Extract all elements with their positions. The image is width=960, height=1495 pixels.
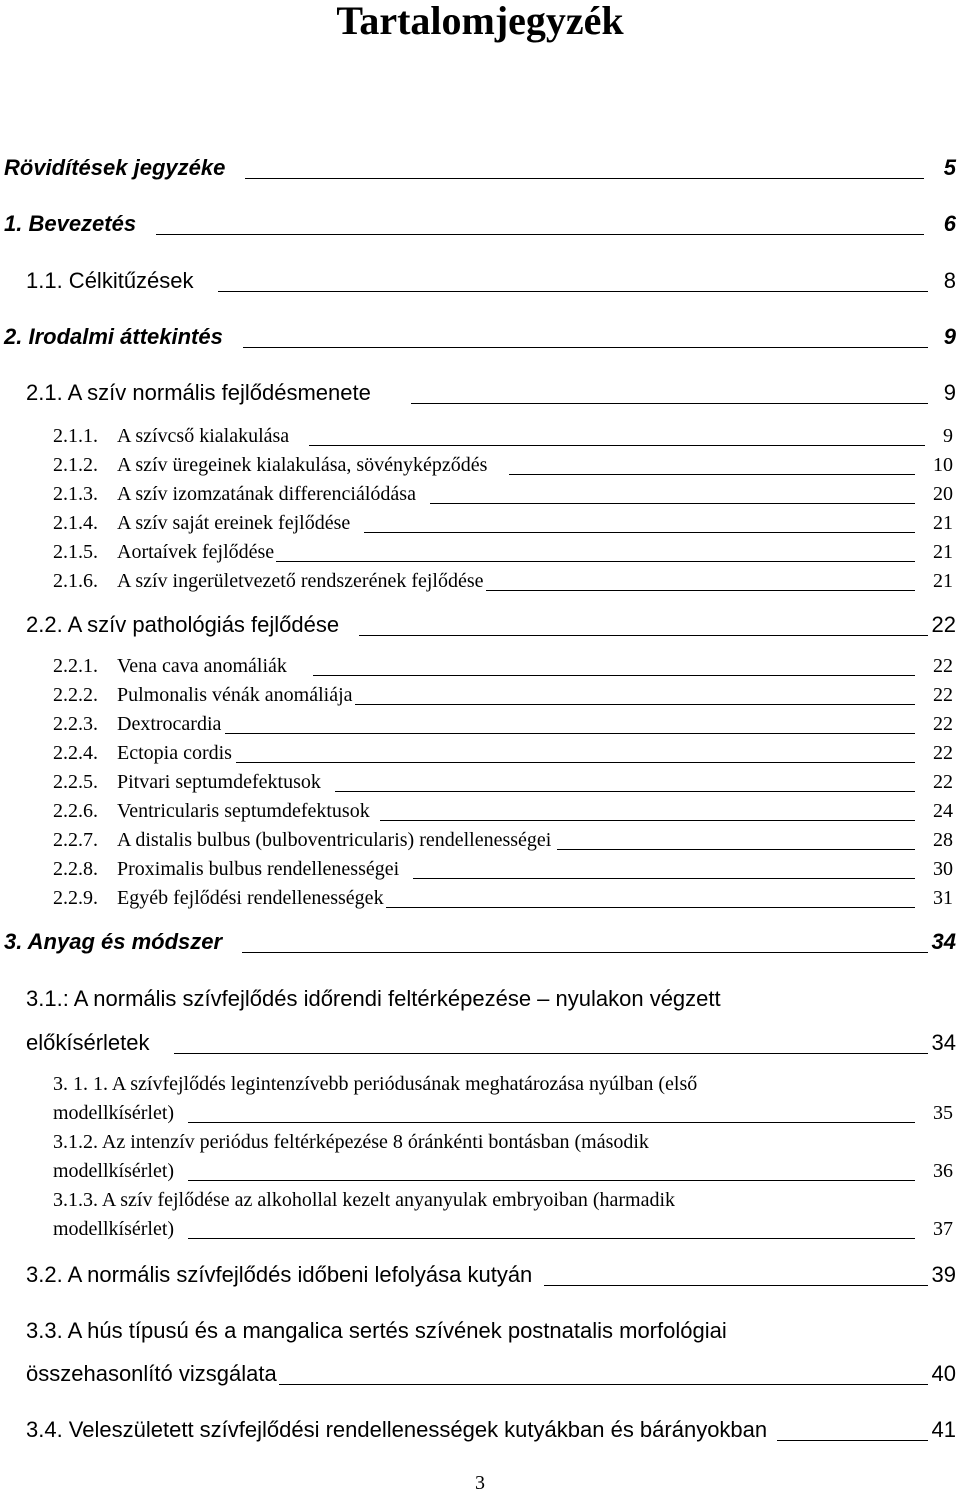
toc-entry-label: Dextrocardia bbox=[117, 713, 222, 735]
toc-entry[interactable] bbox=[53, 742, 953, 765]
toc-entry-page: 24 bbox=[933, 800, 953, 822]
toc-entry-label: A distalis bulbus (bulboventricularis) rendellenességei bbox=[117, 829, 552, 851]
toc-entry-number: 2.2.6. bbox=[53, 800, 98, 822]
toc-entry-literature-review[interactable] bbox=[4, 324, 956, 350]
toc-leader-line bbox=[364, 532, 915, 533]
toc-entry-page: 31 bbox=[933, 887, 953, 909]
toc-entry[interactable] bbox=[53, 887, 953, 910]
toc-leader-line bbox=[486, 590, 915, 591]
toc-entry-label: Ectopia cordis bbox=[117, 742, 232, 764]
toc-entry-label: Pulmonalis vénák anomáliája bbox=[117, 684, 353, 706]
toc-entry-page: 10 bbox=[933, 454, 953, 476]
toc-leader-line bbox=[225, 733, 915, 734]
toc-entry-number: 2.2.2. bbox=[53, 684, 98, 706]
toc-entry-page: 8 bbox=[943, 268, 956, 293]
toc-entry-preliminary-experiments[interactable] bbox=[26, 1030, 956, 1056]
toc-entry-page: 21 bbox=[933, 541, 953, 563]
toc-leader-line bbox=[557, 849, 915, 850]
toc-entry-number: 2.2.8. bbox=[53, 858, 98, 880]
toc-leader-line bbox=[413, 878, 915, 879]
toc-entry[interactable] bbox=[53, 829, 953, 852]
toc-entry-number: 2.1.2. bbox=[53, 454, 98, 476]
toc-entry-page: 35 bbox=[933, 1102, 953, 1124]
toc-leader-line bbox=[355, 704, 916, 705]
toc-entry-label: 3.4. Veleszületett szívfejlődési rendellenességek kutyákban és bárányokban bbox=[26, 1417, 768, 1442]
toc-entry-page: 34 bbox=[931, 1030, 956, 1055]
toc-entry-objectives[interactable] bbox=[26, 268, 956, 294]
toc-entry-page: 22 bbox=[933, 771, 953, 793]
toc-entry-number: 2.2.9. bbox=[53, 887, 98, 909]
toc-entry[interactable] bbox=[53, 800, 953, 823]
toc-entry-label: Proximalis bulbus rendellenességei bbox=[117, 858, 400, 880]
toc-entry-label: A szívcső kialakulása bbox=[117, 425, 290, 447]
toc-entry-label: modellkísérlet) bbox=[53, 1102, 175, 1124]
toc-entry-dog-development[interactable] bbox=[26, 1262, 956, 1288]
toc-entry-label: 2.1. A szív normális fejlődésmenete bbox=[26, 380, 371, 405]
toc-entry[interactable] bbox=[53, 858, 953, 881]
toc-entry-page: 22 bbox=[931, 612, 956, 637]
toc-leader-line bbox=[777, 1440, 927, 1441]
toc-entry-label: Ventricularis septumdefektusok bbox=[117, 800, 370, 822]
toc-entry-page: 9 bbox=[943, 380, 956, 405]
page-title: Tartalomjegyzék bbox=[336, 0, 624, 43]
toc-entry-page: 21 bbox=[933, 570, 953, 592]
toc-entry-line: 3.1.3. A szív fejlődése az alkohollal kezelt anyanyulak embryoiban (harmadik bbox=[53, 1189, 676, 1211]
toc-entry-page: 37 bbox=[933, 1218, 953, 1240]
toc-entry-label: előkísérletek bbox=[26, 1030, 150, 1055]
toc-leader-line bbox=[279, 1384, 928, 1385]
toc-entry-pathological-development[interactable] bbox=[26, 612, 956, 638]
toc-entry-label: A szív saját ereinek fejlődése bbox=[117, 512, 351, 534]
toc-entry-page: 5 bbox=[943, 155, 956, 180]
toc-entry-page: 41 bbox=[931, 1417, 956, 1442]
toc-entry[interactable] bbox=[53, 454, 953, 477]
toc-leader-line bbox=[276, 561, 915, 562]
toc-leader-line bbox=[236, 762, 915, 763]
toc-entry[interactable] bbox=[53, 541, 953, 564]
toc-leader-line bbox=[243, 347, 928, 348]
toc-entry-page: 9 bbox=[943, 324, 956, 349]
toc-leader-line bbox=[380, 820, 915, 821]
toc-entry-number: 2.1.4. bbox=[53, 512, 98, 534]
toc-entry[interactable] bbox=[53, 512, 953, 535]
toc-entry-page: 22 bbox=[933, 684, 953, 706]
toc-leader-line bbox=[188, 1122, 915, 1123]
toc-entry-number: 2.1.1. bbox=[53, 425, 98, 447]
toc-leader-line bbox=[156, 234, 924, 235]
toc-entry-label: 1. Bevezetés bbox=[4, 211, 137, 236]
toc-leader-line bbox=[218, 291, 928, 292]
toc-entry-page: 9 bbox=[943, 425, 953, 447]
toc-entry-line: 3.1.: A normális szívfejlődés időrendi feltérképezése – nyulakon végzett bbox=[26, 986, 721, 1011]
toc-entry-label: Egyéb fejlődési rendellenességek bbox=[117, 887, 384, 909]
toc-entry-page: 22 bbox=[933, 713, 953, 735]
toc-entry[interactable] bbox=[53, 713, 953, 736]
toc-entry-page: 28 bbox=[933, 829, 953, 851]
toc-entry-line: 3. 1. 1. A szívfejlődés legintenzívebb periódusának meghatározása nyúlban (első bbox=[53, 1073, 698, 1095]
toc-entry-number: 2.2.3. bbox=[53, 713, 98, 735]
toc-entry-introduction[interactable] bbox=[4, 211, 956, 237]
toc-entry-label: 3.2. A normális szívfejlődés időbeni lefolyása kutyán bbox=[26, 1262, 533, 1287]
toc-leader-line bbox=[309, 445, 925, 446]
toc-entry[interactable] bbox=[53, 771, 953, 794]
toc-entry-page: 30 bbox=[933, 858, 953, 880]
toc-entry[interactable] bbox=[53, 483, 953, 506]
toc-entry-page: 22 bbox=[933, 655, 953, 677]
toc-entry-label: Pitvari septumdefektusok bbox=[117, 771, 321, 793]
toc-entry-page: 6 bbox=[943, 211, 956, 236]
toc-leader-line bbox=[544, 1285, 927, 1286]
toc-entry-page: 39 bbox=[931, 1262, 956, 1287]
toc-entry-label: modellkísérlet) bbox=[53, 1160, 175, 1182]
toc-entry-congenital-malformations[interactable] bbox=[26, 1417, 956, 1443]
toc-entry-label: modellkísérlet) bbox=[53, 1218, 175, 1240]
toc-entry-number: 2.1.3. bbox=[53, 483, 98, 505]
toc-entry-page: 22 bbox=[933, 742, 953, 764]
toc-entry-page: 21 bbox=[933, 512, 953, 534]
toc-entry-page: 20 bbox=[933, 483, 953, 505]
page-number: 3 bbox=[475, 1472, 485, 1494]
toc-entry-label: Aortaívek fejlődése bbox=[117, 541, 275, 563]
toc-entry-label: 2.2. A szív pathológiás fejlődése bbox=[26, 612, 340, 637]
toc-leader-line bbox=[245, 178, 923, 179]
toc-entry-label: Vena cava anomáliák bbox=[117, 655, 287, 677]
toc-leader-line bbox=[359, 635, 927, 636]
toc-entry[interactable] bbox=[53, 1218, 953, 1241]
toc-leader-line bbox=[174, 1053, 928, 1054]
toc-entry[interactable] bbox=[53, 1102, 953, 1125]
toc-entry[interactable] bbox=[53, 655, 953, 678]
toc-entry-number: 2.2.7. bbox=[53, 829, 98, 851]
toc-entry-number: 2.1.6. bbox=[53, 570, 98, 592]
toc-leader-line bbox=[188, 1238, 915, 1239]
toc-entry-normal-development[interactable] bbox=[26, 380, 956, 406]
toc-entry-label: A szív izomzatának differenciálódása bbox=[117, 483, 416, 505]
toc-entry-line: 3.3. A hús típusú és a mangalica sertés szívének postnatalis morfológiai bbox=[26, 1318, 727, 1343]
toc-entry-materials-methods[interactable] bbox=[4, 929, 956, 955]
toc-entry-number: 2.2.1. bbox=[53, 655, 98, 677]
toc-leader-line bbox=[430, 503, 915, 504]
toc-leader-line bbox=[411, 403, 928, 404]
toc-leader-line bbox=[335, 791, 915, 792]
toc-entry-page: 40 bbox=[931, 1361, 956, 1386]
toc-entry[interactable] bbox=[53, 684, 953, 707]
toc-entry-label: 3. Anyag és módszer bbox=[4, 929, 223, 954]
toc-entry-label: A szív ingerületvezető rendszerének fejlődése bbox=[117, 570, 484, 592]
toc-leader-line bbox=[188, 1180, 915, 1181]
toc-entry[interactable] bbox=[53, 1160, 953, 1183]
toc-entry-number: 2.2.4. bbox=[53, 742, 98, 764]
toc-leader-line bbox=[313, 675, 915, 676]
toc-entry-label: Rövidítések jegyzéke bbox=[4, 155, 226, 180]
toc-entry-number: 2.2.5. bbox=[53, 771, 98, 793]
toc-leader-line bbox=[386, 907, 915, 908]
toc-entry-label: 1.1. Célkitűzések bbox=[26, 268, 194, 293]
toc-entry-page: 34 bbox=[931, 929, 956, 954]
toc-entry-label: 2. Irodalmi áttekintés bbox=[4, 324, 223, 349]
toc-entry-line: 3.1.2. Az intenzív periódus feltérképezése 8 óránkénti bontásban (második bbox=[53, 1131, 649, 1153]
toc-leader-line bbox=[509, 474, 915, 475]
toc-entry[interactable] bbox=[53, 570, 953, 593]
toc-leader-line bbox=[242, 952, 927, 953]
toc-entry-label: összehasonlító vizsgálata bbox=[26, 1361, 277, 1386]
toc-entry-pig-comparison[interactable] bbox=[26, 1361, 956, 1387]
toc-entry-abbreviations[interactable] bbox=[4, 155, 956, 181]
toc-entry[interactable] bbox=[53, 425, 953, 448]
toc-entry-number: 2.1.5. bbox=[53, 541, 98, 563]
toc-entry-label: A szív üregeinek kialakulása, sövényképződés bbox=[117, 454, 488, 476]
toc-entry-page: 36 bbox=[933, 1160, 953, 1182]
